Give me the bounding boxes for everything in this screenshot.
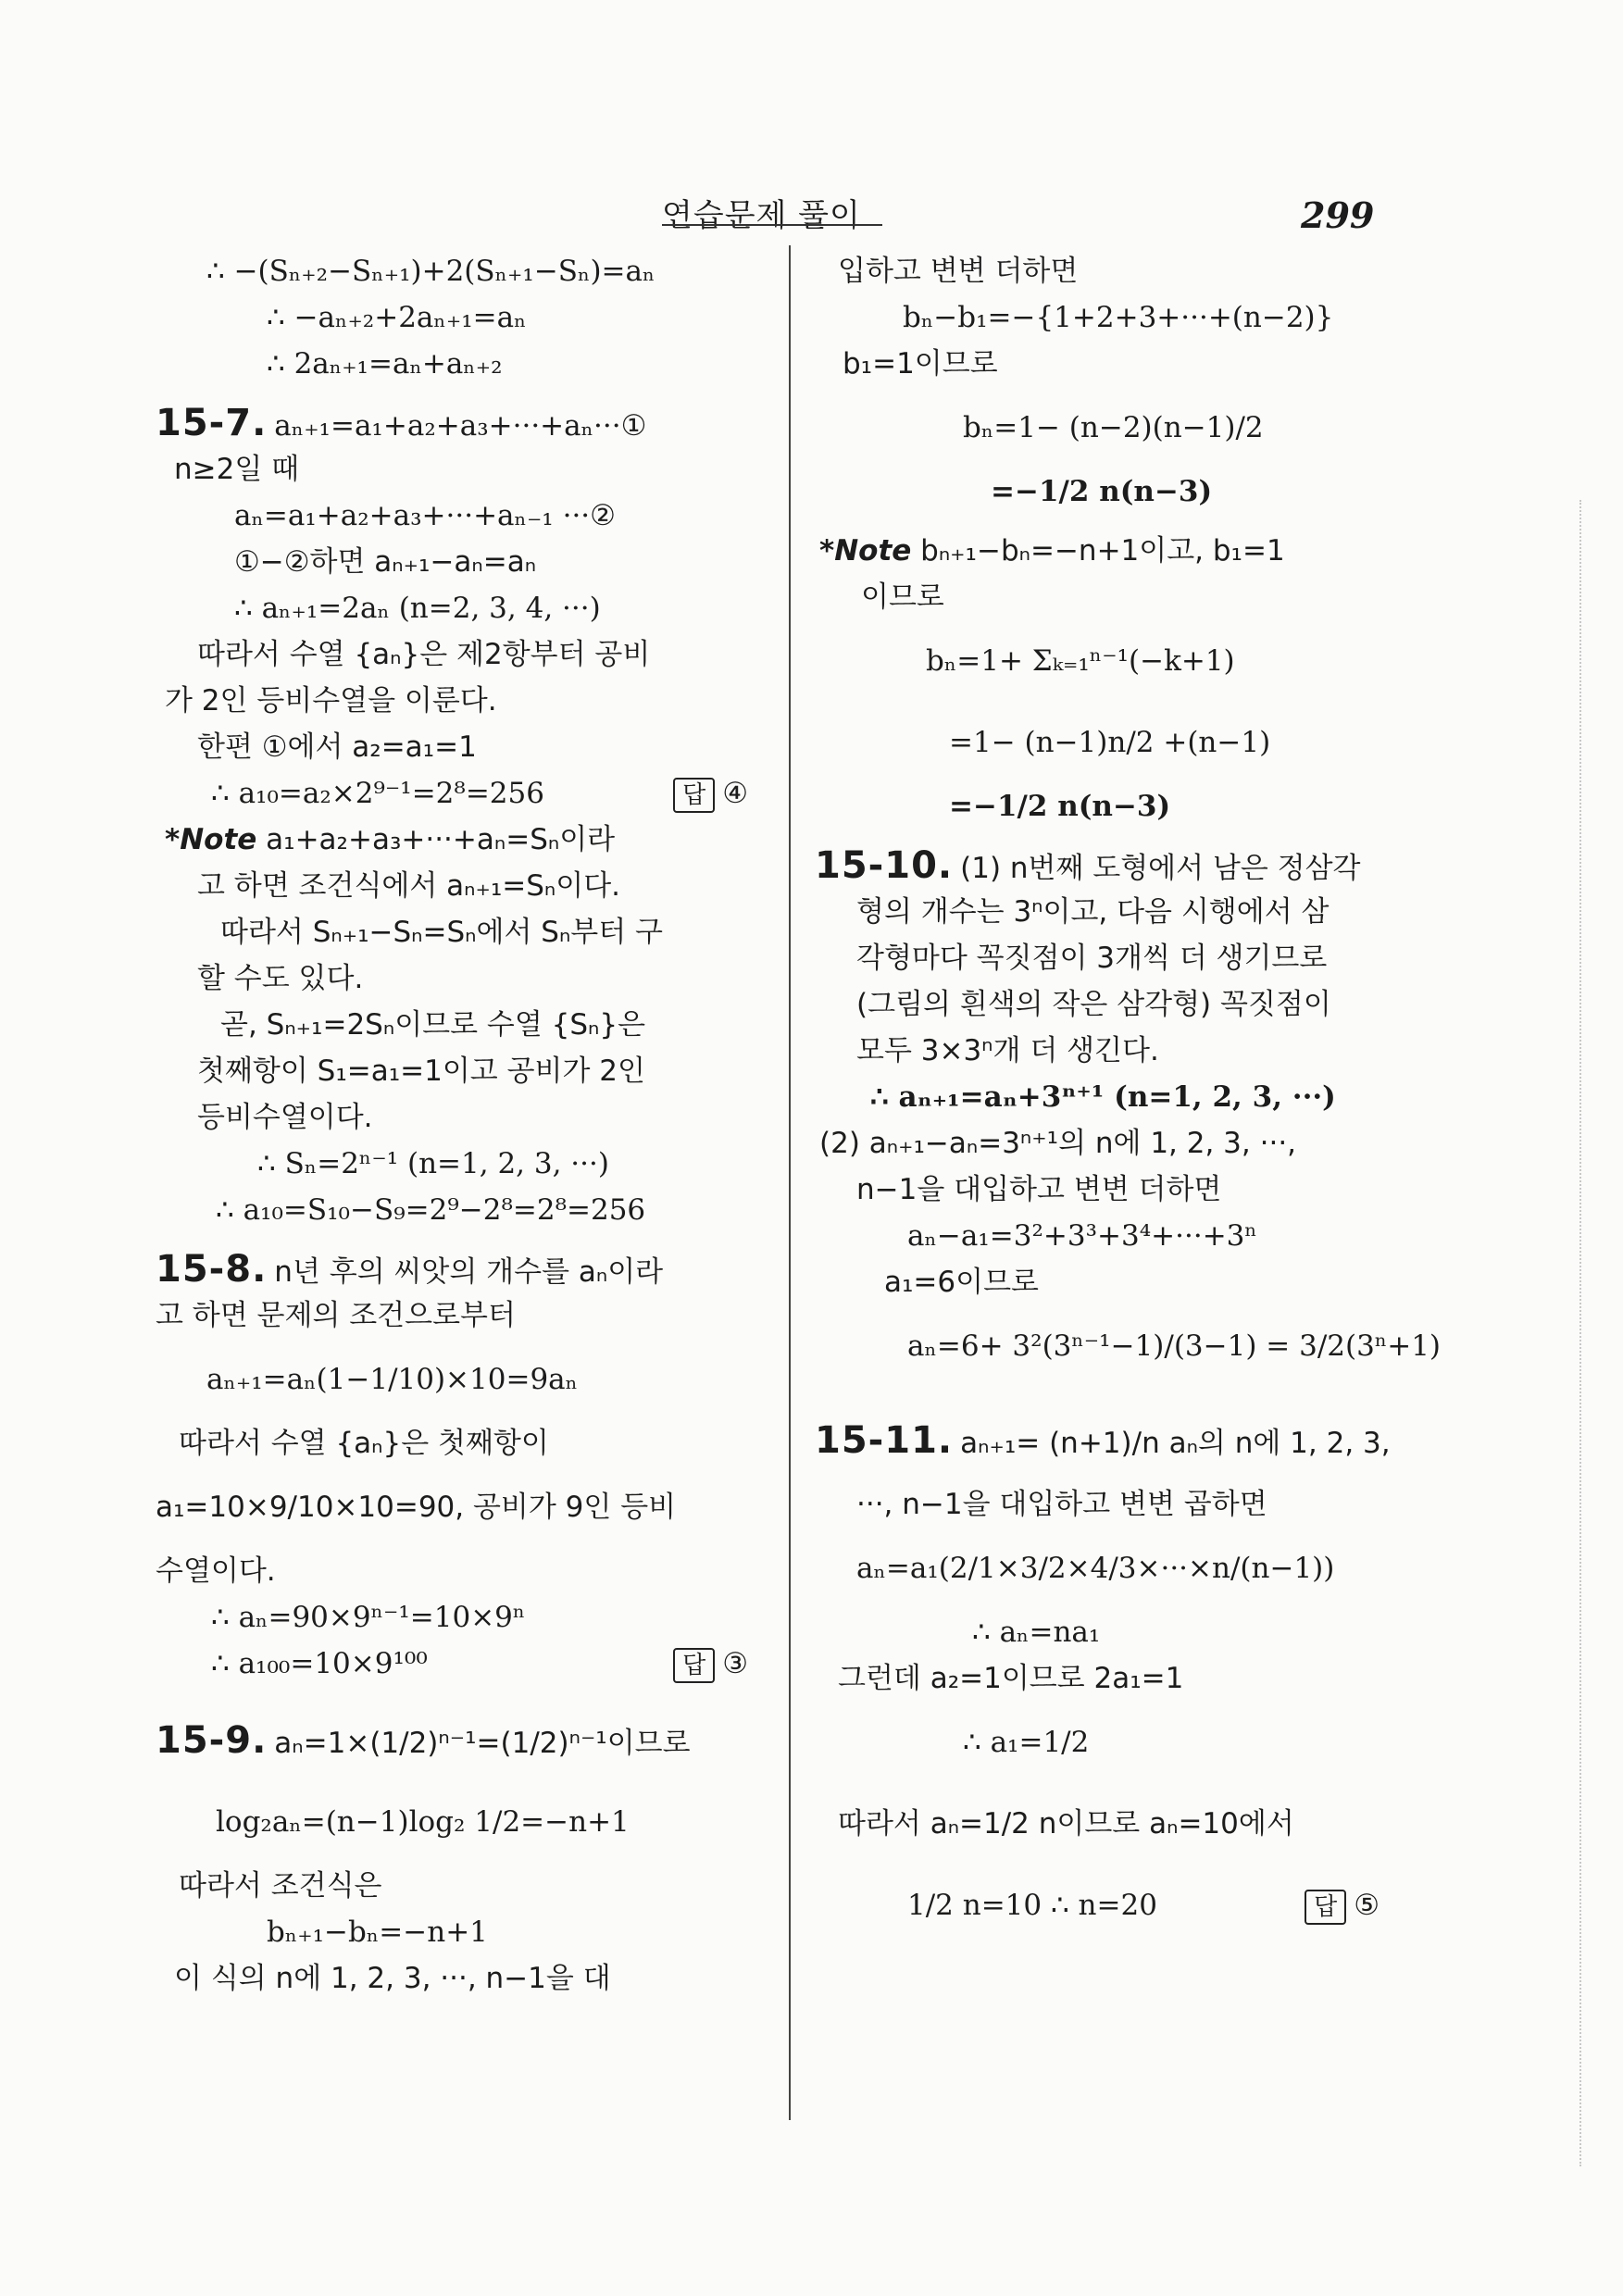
- math-line: bₙ−b₁=−{1+2+3+···+(n−2)}: [903, 301, 1334, 334]
- page-title: 연습문제 풀이: [662, 197, 861, 234]
- scan-edge-mark: [1579, 500, 1581, 2166]
- problem-number: 15-9.: [156, 1719, 268, 1762]
- math-line: ∴ a₁=1/2: [963, 1726, 1090, 1759]
- math-line: =1− (n−1)n/2 +(n−1): [949, 726, 1271, 759]
- math-line: ∴ aₙ=90×9ⁿ⁻¹=10×9ⁿ: [211, 1601, 526, 1634]
- note-label: *Note: [819, 534, 912, 568]
- problem-number: 15-7.: [156, 402, 268, 444]
- right-column: [815, 248, 1442, 1946]
- text-line: 곧, Sₙ₊₁=2Sₙ이므로 수열 {Sₙ}은: [220, 1008, 646, 1042]
- text-line: b₁=1이므로: [843, 347, 998, 381]
- title-underline: [662, 224, 882, 226]
- math-line: ∴ aₙ₊₁=aₙ+3ⁿ⁺¹ (n=1, 2, 3, ···): [870, 1080, 1336, 1114]
- text-line: 형의 개수는 3ⁿ이고, 다음 시행에서 삼: [856, 895, 1330, 929]
- answer: [1305, 1865, 1380, 1946]
- text-line: 따라서 수열 {aₙ}은 첫째항이: [179, 1427, 549, 1460]
- text-line: 등비수열이다.: [197, 1101, 373, 1134]
- page-number: 299: [1301, 194, 1375, 236]
- text-line: a₁=10×9/10×10=90, 공비가 9인 등비: [156, 1491, 677, 1524]
- text-line: 그런데 a₂=1이므로 2a₁=1: [838, 1662, 1184, 1695]
- text-line: 따라서 Sₙ₊₁−Sₙ=Sₙ에서 Sₙ부터 구: [220, 916, 663, 949]
- math-line: ∴ 2aₙ₊₁=aₙ+aₙ₊₂: [267, 347, 503, 381]
- math-line: ∴ −(Sₙ₊₂−Sₙ₊₁)+2(Sₙ₊₁−Sₙ)=aₙ: [206, 255, 655, 288]
- answer-box: 답: [1305, 1890, 1346, 1925]
- math-line: aₙ=a₁+a₂+a₃+···+aₙ₋₁ ···②: [234, 499, 616, 532]
- problem-15-9-first-line: 15-9. aₙ=1×(1/2)ⁿ⁻¹=(1/2)ⁿ⁻¹이므로: [156, 1719, 691, 1762]
- note-line: *Note a₁+a₂+a₃+···+aₙ=Sₙ이라: [165, 823, 616, 856]
- math-line: =−1/2 n(n−3): [949, 790, 1171, 823]
- problem-15-11-first-line: 15-11. aₙ₊₁= (n+1)/n aₙ의 n에 1, 2, 3,: [815, 1419, 1391, 1462]
- text-line: 고 하면 문제의 조건으로부터: [156, 1299, 516, 1332]
- math-line: log₂aₙ=(n−1)log₂ 1/2=−n+1: [216, 1805, 630, 1839]
- math-line: ∴ aₙ₊₁=2aₙ (n=2, 3, 4, ···): [234, 592, 601, 625]
- text-line: 이므로: [861, 580, 944, 614]
- text-line: 할 수도 있다.: [197, 962, 364, 995]
- math-line: aₙ=a₁(2/1×3/2×4/3×···×n/(n−1)): [856, 1552, 1335, 1585]
- answer-choice: ⑤: [1354, 1889, 1380, 1922]
- problem-15-7-first-line: 15-7. aₙ₊₁=a₁+a₂+a₃+···+aₙ···①: [156, 402, 647, 444]
- math-line: bₙ=1+ Σₖ₌₁ⁿ⁻¹(−k+1): [926, 644, 1235, 678]
- text-line: 이 식의 n에 1, 2, 3, ···, n−1을 대: [174, 1962, 611, 1995]
- answer: [673, 1641, 748, 1687]
- text-line: ①−②하면 aₙ₊₁−aₙ=aₙ: [234, 545, 537, 579]
- column-divider: [789, 245, 791, 2120]
- math-line: ∴ a₁₀=S₁₀−S₉=2⁹−2⁸=2⁸=256: [216, 1193, 646, 1227]
- answer-choice: ③: [722, 1647, 748, 1680]
- math-line: aₙ−a₁=3²+3³+3⁴+···+3ⁿ: [907, 1219, 1257, 1253]
- text-line: 한편 ①에서 a₂=a₁=1: [197, 730, 477, 764]
- answer-box: 답: [673, 778, 715, 813]
- answer-box: 답: [673, 1648, 715, 1683]
- text-line: 입하고 변변 더하면: [838, 255, 1079, 288]
- math-line: aₙ=6+ 3²(3ⁿ⁻¹−1)/(3−1) = 3/2(3ⁿ+1): [907, 1329, 1442, 1363]
- note-label: *Note: [165, 823, 257, 856]
- math-line: ∴ −aₙ₊₂+2aₙ₊₁=aₙ: [267, 301, 527, 334]
- text-line: n≥2일 때: [174, 453, 300, 486]
- math-line: ∴ aₙ=na₁: [972, 1616, 1101, 1649]
- problem-15-8-first-line: 15-8. n년 후의 씨앗의 개수를 aₙ이라: [156, 1248, 664, 1291]
- text-line: 수열이다.: [156, 1554, 276, 1588]
- left-column: [156, 248, 767, 2002]
- answer-choice: ④: [722, 777, 748, 810]
- text-line: (2) aₙ₊₁−aₙ=3ⁿ⁺¹의 n에 1, 2, 3, ···,: [819, 1127, 1297, 1160]
- text-line: a₁=6이므로: [884, 1266, 1039, 1299]
- math-line: aₙ₊₁=aₙ(1−1/10)×10=9aₙ: [206, 1363, 579, 1396]
- text-line: 각형마다 꼭짓점이 3개씩 더 생기므로: [856, 942, 1328, 975]
- text-line: 따라서 aₙ=1/2 n이므로 aₙ=10에서: [838, 1807, 1294, 1841]
- problem-15-10-first-line: 15-10. (1) n번째 도형에서 남은 정삼각: [815, 844, 1361, 887]
- text-line: (그림의 흰색의 작은 삼각형) 꼭짓점이: [856, 988, 1331, 1021]
- answer-line: ∴ a₁₀=a₂×2⁹⁻¹=2⁸=256 답 ④: [156, 770, 767, 817]
- math-line: ∴ Sₙ=2ⁿ⁻¹ (n=1, 2, 3, ···): [257, 1147, 609, 1180]
- problem-number: 15-10.: [815, 844, 954, 887]
- text-line: n−1을 대입하고 변변 더하면: [856, 1173, 1222, 1206]
- text-line: ···, n−1을 대입하고 변변 곱하면: [856, 1488, 1267, 1521]
- answer-line: ∴ a₁₀₀=10×9¹⁰⁰ 답 ③: [156, 1641, 767, 1687]
- text-line: 가 2인 등비수열을 이룬다.: [165, 684, 497, 718]
- text-line: 첫째항이 S₁=a₁=1이고 공비가 2인: [197, 1054, 645, 1088]
- text-line: 모두 3×3ⁿ개 더 생긴다.: [856, 1034, 1159, 1067]
- answer: [673, 770, 748, 817]
- problem-number: 15-8.: [156, 1248, 268, 1291]
- math-line: bₙ=1− (n−2)(n−1)/2: [963, 411, 1264, 444]
- problem-number: 15-11.: [815, 1419, 954, 1462]
- math-line: bₙ₊₁−bₙ=−n+1: [267, 1915, 488, 1949]
- answer-line: 1/2 n=10 ∴ n=20 답 ⑤: [815, 1865, 1398, 1946]
- math-line: =−1/2 n(n−3): [991, 475, 1213, 508]
- text-line: 고 하면 조건식에서 aₙ₊₁=Sₙ이다.: [197, 869, 621, 903]
- text-line: 따라서 조건식은: [179, 1869, 382, 1903]
- text-line: 따라서 수열 {aₙ}은 제2항부터 공비: [197, 638, 651, 671]
- note-line: *Note bₙ₊₁−bₙ=−n+1이고, b₁=1: [819, 534, 1285, 568]
